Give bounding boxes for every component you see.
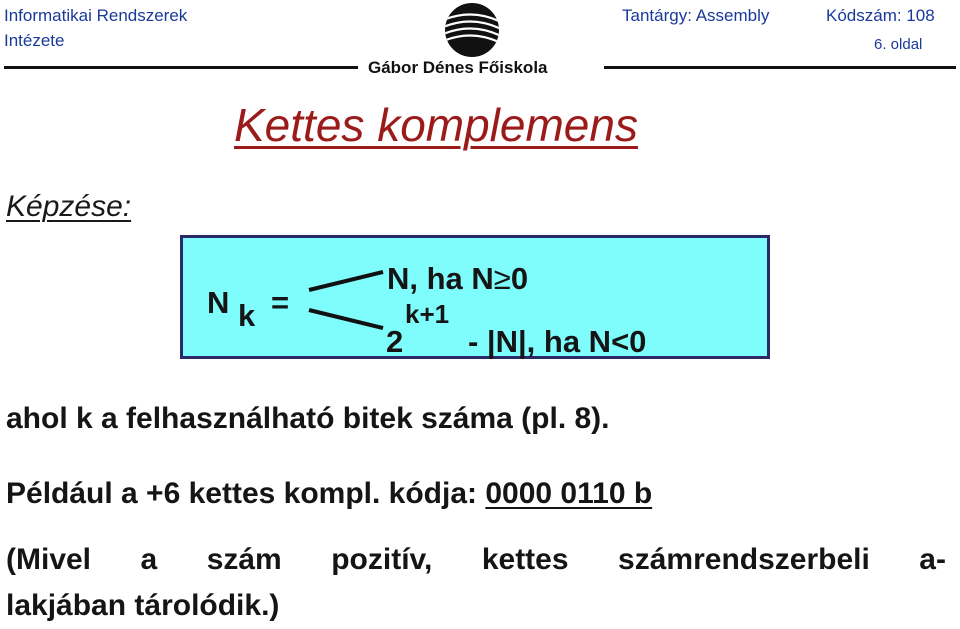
institution-name: Gábor Dénes Főiskola	[368, 58, 548, 77]
where-line: ahol k a felhasználható bitek száma (pl. 8).	[6, 402, 610, 435]
formula-lhs-sub: k	[238, 298, 256, 333]
course-code: Kódszám: 108	[826, 6, 935, 25]
note-line1: (Mivel a szám pozitív, kettes számrendszerbeli a-	[6, 543, 946, 576]
slide-title: Kettes komplemens	[234, 99, 638, 151]
case1-text: N, ha N≥0	[387, 261, 529, 296]
page-number: 6. oldal	[874, 36, 923, 53]
note-line2: lakjában tárolódik.)	[6, 589, 280, 622]
formula-lhs-n: N	[207, 285, 230, 320]
case2-base: 2	[386, 324, 404, 359]
formula-box	[180, 235, 770, 359]
college-logo	[441, 1, 503, 59]
case2-exponent: k+1	[405, 299, 450, 329]
example-code: 0000 0110 b	[485, 477, 653, 510]
example-line	[6, 477, 652, 511]
institute-name-line1: Informatikai Rendszerek	[4, 6, 188, 25]
header-rule-right	[604, 66, 956, 69]
case-bracket	[305, 266, 389, 336]
example-prefix: Például a +6 kettes kompl. kódja:	[6, 477, 486, 510]
formula-equals: =	[271, 285, 290, 320]
case2-text: - |N|, ha N<0	[468, 324, 647, 359]
institute-name-line2: Intézete	[4, 31, 65, 50]
header-rule-left	[4, 66, 358, 69]
section-label: Képzése:	[6, 190, 132, 223]
subject-label: Tantárgy: Assembly	[622, 6, 770, 25]
